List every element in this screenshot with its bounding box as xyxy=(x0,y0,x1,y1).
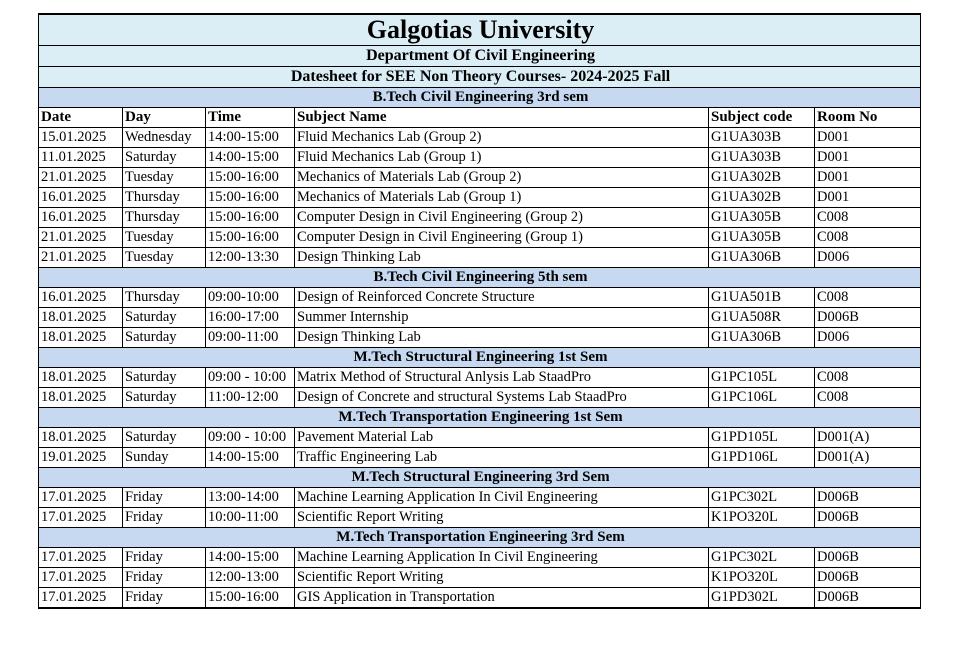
table-row xyxy=(39,288,921,308)
cell-subject: GIS Application in Transportation xyxy=(295,588,709,609)
cell-subject: Traffic Engineering Lab xyxy=(295,448,709,468)
cell-date: 16.01.2025 xyxy=(39,208,123,228)
cell-day: Saturday xyxy=(123,328,206,348)
cell-subject: Fluid Mechanics Lab (Group 1) xyxy=(295,148,709,168)
section-header-row xyxy=(39,408,921,428)
cell-time: 09:00 - 10:00 xyxy=(206,428,295,448)
cell-day: Saturday xyxy=(123,148,206,168)
cell-day: Wednesday xyxy=(123,128,206,148)
cell-day: Sunday xyxy=(123,448,206,468)
datesheet-title: Datesheet for SEE Non Theory Courses- 2024-2025 Fall xyxy=(39,67,921,88)
cell-time: 14:00-15:00 xyxy=(206,148,295,168)
cell-room: D006B xyxy=(815,308,921,328)
cell-code: K1PO320L xyxy=(709,568,815,588)
datesheet-table xyxy=(38,13,921,609)
section-title: B.Tech Civil Engineering 5th sem xyxy=(39,268,921,288)
cell-time: 14:00-15:00 xyxy=(206,128,295,148)
cell-code: G1PC302L xyxy=(709,488,815,508)
column-header-date: Date xyxy=(39,108,123,128)
cell-time: 15:00-16:00 xyxy=(206,188,295,208)
cell-code: G1UA508R xyxy=(709,308,815,328)
table-row xyxy=(39,228,921,248)
cell-code: G1UA306B xyxy=(709,248,815,268)
cell-date: 17.01.2025 xyxy=(39,508,123,528)
table-row xyxy=(39,428,921,448)
cell-date: 17.01.2025 xyxy=(39,568,123,588)
section-header-row xyxy=(39,88,921,108)
column-header-time: Time xyxy=(206,108,295,128)
cell-day: Friday xyxy=(123,568,206,588)
cell-date: 21.01.2025 xyxy=(39,248,123,268)
cell-time: 16:00-17:00 xyxy=(206,308,295,328)
cell-room: D006B xyxy=(815,588,921,609)
cell-room: C008 xyxy=(815,388,921,408)
cell-code: G1PC302L xyxy=(709,548,815,568)
cell-code: K1PO320L xyxy=(709,508,815,528)
table-row xyxy=(39,188,921,208)
table-row xyxy=(39,248,921,268)
cell-date: 16.01.2025 xyxy=(39,188,123,208)
cell-day: Friday xyxy=(123,488,206,508)
section-title: B.Tech Civil Engineering 3rd sem xyxy=(39,88,921,108)
cell-code: G1PD105L xyxy=(709,428,815,448)
table-row xyxy=(39,448,921,468)
column-header-room: Room No xyxy=(815,108,921,128)
cell-room: D006B xyxy=(815,488,921,508)
table-row xyxy=(39,148,921,168)
section-title: M.Tech Structural Engineering 3rd Sem xyxy=(39,468,921,488)
cell-room: D006B xyxy=(815,508,921,528)
table-row xyxy=(39,388,921,408)
cell-day: Saturday xyxy=(123,388,206,408)
cell-day: Thursday xyxy=(123,188,206,208)
cell-subject: Design of Concrete and structural Systems Lab StaadPro xyxy=(295,388,709,408)
cell-subject: Design Thinking Lab xyxy=(295,248,709,268)
cell-day: Saturday xyxy=(123,428,206,448)
section-title: M.Tech Structural Engineering 1st Sem xyxy=(39,348,921,368)
cell-code: G1UA303B xyxy=(709,128,815,148)
cell-day: Saturday xyxy=(123,308,206,328)
cell-time: 09:00 - 10:00 xyxy=(206,368,295,388)
cell-room: D001(A) xyxy=(815,448,921,468)
cell-code: G1UA305B xyxy=(709,228,815,248)
cell-room: D001(A) xyxy=(815,428,921,448)
cell-date: 16.01.2025 xyxy=(39,288,123,308)
datesheet-title-row xyxy=(39,67,921,88)
cell-time: 11:00-12:00 xyxy=(206,388,295,408)
cell-day: Thursday xyxy=(123,288,206,308)
department-title: Department Of Civil Engineering xyxy=(39,46,921,67)
column-header-day: Day xyxy=(123,108,206,128)
table-row xyxy=(39,308,921,328)
table-row xyxy=(39,568,921,588)
cell-subject: Fluid Mechanics Lab (Group 2) xyxy=(295,128,709,148)
cell-day: Friday xyxy=(123,508,206,528)
cell-date: 17.01.2025 xyxy=(39,488,123,508)
cell-time: 12:00-13:30 xyxy=(206,248,295,268)
cell-date: 15.01.2025 xyxy=(39,128,123,148)
cell-code: G1UA306B xyxy=(709,328,815,348)
cell-day: Friday xyxy=(123,548,206,568)
cell-day: Tuesday xyxy=(123,168,206,188)
cell-time: 15:00-16:00 xyxy=(206,208,295,228)
cell-date: 17.01.2025 xyxy=(39,588,123,609)
section-title: M.Tech Transportation Engineering 3rd Sem xyxy=(39,528,921,548)
cell-subject: Scientific Report Writing xyxy=(295,568,709,588)
table-row xyxy=(39,328,921,348)
cell-room: D001 xyxy=(815,188,921,208)
table-row xyxy=(39,588,921,609)
cell-room: D001 xyxy=(815,148,921,168)
cell-subject: Scientific Report Writing xyxy=(295,508,709,528)
cell-date: 18.01.2025 xyxy=(39,328,123,348)
cell-code: G1UA303B xyxy=(709,148,815,168)
department-row xyxy=(39,46,921,67)
cell-room: C008 xyxy=(815,228,921,248)
cell-room: D006B xyxy=(815,568,921,588)
cell-time: 14:00-15:00 xyxy=(206,548,295,568)
cell-room: C008 xyxy=(815,368,921,388)
university-title-row xyxy=(39,14,921,46)
cell-code: G1UA302B xyxy=(709,168,815,188)
cell-room: D006B xyxy=(815,548,921,568)
table-row xyxy=(39,208,921,228)
cell-code: G1PD106L xyxy=(709,448,815,468)
section-header-row xyxy=(39,468,921,488)
cell-day: Friday xyxy=(123,588,206,609)
section-title: M.Tech Transportation Engineering 1st Sem xyxy=(39,408,921,428)
column-header-subject: Subject Name xyxy=(295,108,709,128)
table-row xyxy=(39,548,921,568)
cell-code: G1PC105L xyxy=(709,368,815,388)
column-header-code: Subject code xyxy=(709,108,815,128)
cell-day: Tuesday xyxy=(123,248,206,268)
table-row xyxy=(39,168,921,188)
cell-code: G1UA501B xyxy=(709,288,815,308)
cell-date: 17.01.2025 xyxy=(39,548,123,568)
cell-room: C008 xyxy=(815,208,921,228)
section-header-row xyxy=(39,528,921,548)
cell-code: G1PD302L xyxy=(709,588,815,609)
cell-time: 13:00-14:00 xyxy=(206,488,295,508)
cell-subject: Computer Design in Civil Engineering (Group 1) xyxy=(295,228,709,248)
cell-date: 19.01.2025 xyxy=(39,448,123,468)
cell-day: Thursday xyxy=(123,208,206,228)
cell-time: 15:00-16:00 xyxy=(206,588,295,609)
cell-room: D001 xyxy=(815,128,921,148)
cell-subject: Computer Design in Civil Engineering (Group 2) xyxy=(295,208,709,228)
cell-subject: Design Thinking Lab xyxy=(295,328,709,348)
cell-time: 15:00-16:00 xyxy=(206,228,295,248)
cell-time: 14:00-15:00 xyxy=(206,448,295,468)
cell-code: G1PC106L xyxy=(709,388,815,408)
table-row xyxy=(39,488,921,508)
university-title: Galgotias University xyxy=(39,14,921,46)
cell-subject: Pavement Material Lab xyxy=(295,428,709,448)
cell-day: Tuesday xyxy=(123,228,206,248)
cell-day: Saturday xyxy=(123,368,206,388)
cell-subject: Matrix Method of Structural Anlysis Lab StaadPro xyxy=(295,368,709,388)
cell-subject: Mechanics of Materials Lab (Group 2) xyxy=(295,168,709,188)
cell-code: G1UA302B xyxy=(709,188,815,208)
cell-code: G1UA305B xyxy=(709,208,815,228)
cell-date: 18.01.2025 xyxy=(39,308,123,328)
cell-time: 09:00-10:00 xyxy=(206,288,295,308)
cell-time: 12:00-13:00 xyxy=(206,568,295,588)
cell-subject: Mechanics of Materials Lab (Group 1) xyxy=(295,188,709,208)
table-row xyxy=(39,128,921,148)
table-row xyxy=(39,508,921,528)
cell-date: 18.01.2025 xyxy=(39,428,123,448)
cell-time: 10:00-11:00 xyxy=(206,508,295,528)
cell-subject: Machine Learning Application In Civil Engineering xyxy=(295,488,709,508)
cell-room: C008 xyxy=(815,288,921,308)
cell-room: D006 xyxy=(815,328,921,348)
cell-room: D006 xyxy=(815,248,921,268)
cell-time: 09:00-11:00 xyxy=(206,328,295,348)
cell-time: 15:00-16:00 xyxy=(206,168,295,188)
cell-date: 21.01.2025 xyxy=(39,168,123,188)
cell-date: 21.01.2025 xyxy=(39,228,123,248)
cell-subject: Machine Learning Application In Civil Engineering xyxy=(295,548,709,568)
table-row xyxy=(39,368,921,388)
cell-date: 18.01.2025 xyxy=(39,368,123,388)
cell-subject: Summer Internship xyxy=(295,308,709,328)
section-header-row xyxy=(39,268,921,288)
cell-date: 18.01.2025 xyxy=(39,388,123,408)
section-header-row xyxy=(39,348,921,368)
cell-date: 11.01.2025 xyxy=(39,148,123,168)
cell-room: D001 xyxy=(815,168,921,188)
cell-subject: Design of Reinforced Concrete Structure xyxy=(295,288,709,308)
column-header-row xyxy=(39,108,921,128)
